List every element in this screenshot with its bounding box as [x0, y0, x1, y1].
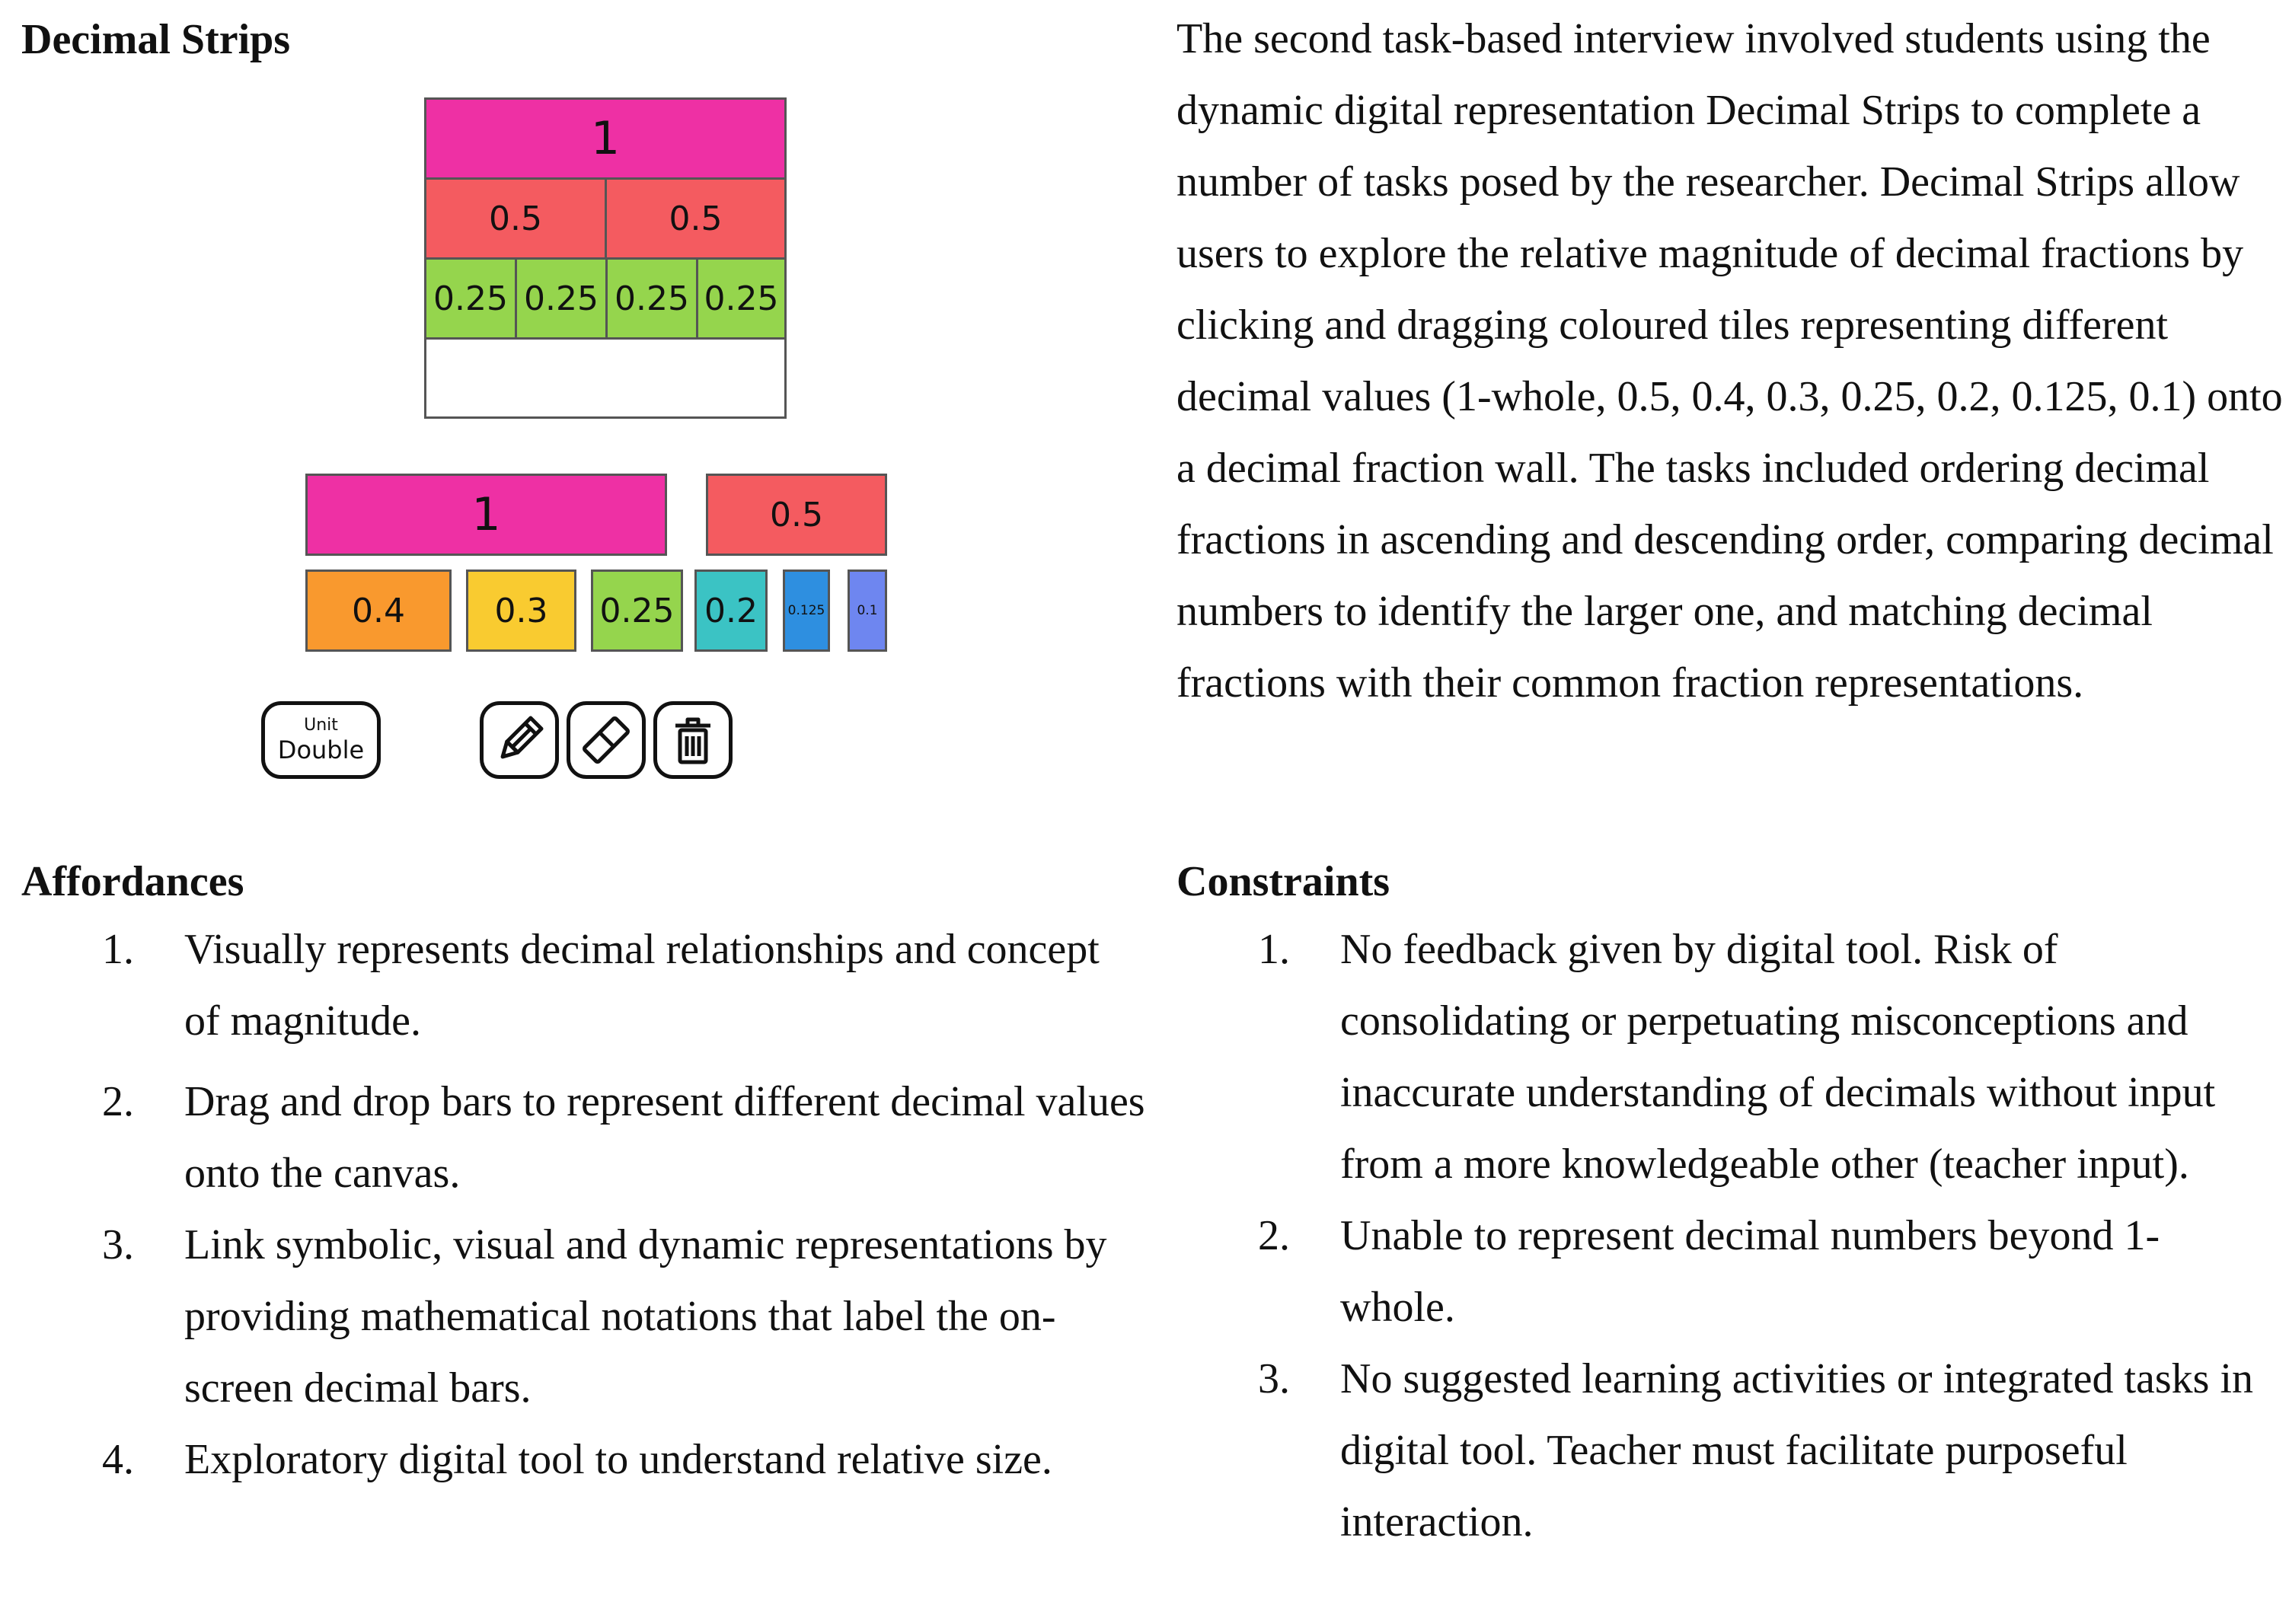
- list-item: 1. Visually represents decimal relationships and concept of magnitude.: [102, 926, 1100, 1045]
- palette-tile-1[interactable]: 1: [305, 474, 667, 556]
- list-item: 4. Exploratory digital tool to understand relative size.: [102, 1436, 1052, 1483]
- constraints-list: [1258, 914, 2263, 1558]
- palette-tile-0.4[interactable]: 0.4: [305, 570, 452, 652]
- affordances-list: [102, 914, 1145, 1495]
- double-label: Double: [277, 735, 365, 764]
- palette-tile-0.1[interactable]: 0.1: [848, 570, 887, 652]
- pencil-icon: [493, 713, 546, 767]
- app-title: Decimal Strips: [21, 16, 291, 63]
- palette-tile-0.25[interactable]: 0.25: [591, 570, 683, 652]
- wall-tile-0.5[interactable]: 0.5: [605, 177, 787, 260]
- wall-tile-0.25[interactable]: 0.25: [515, 257, 608, 340]
- list-item: 2. Drag and drop bars to represent different decimal values onto the canvas.: [102, 1078, 1145, 1197]
- wall-tile-0.25[interactable]: 0.25: [424, 257, 517, 340]
- trash-icon: [666, 713, 720, 767]
- wall-tile-0.25[interactable]: 0.25: [696, 257, 787, 340]
- wall-tile-1[interactable]: 1: [424, 97, 787, 180]
- list-item: 3. Link symbolic, visual and dynamic representations by providing mathematical notations that label the on-screen decimal bars.: [102, 1221, 1107, 1412]
- eraser-icon: [579, 713, 633, 767]
- affordances-heading: Affordances: [21, 858, 244, 905]
- list-item: 2. Unable to represent decimal numbers beyond 1-whole.: [1258, 1212, 2160, 1331]
- list-item: 3. No suggested learning activities or integrated tasks in digital tool. Teacher must facilitate purposeful interaction.: [1258, 1355, 2254, 1546]
- unit-double-button[interactable]: [261, 701, 381, 779]
- constraints-heading: Constraints: [1176, 858, 1390, 905]
- eraser-button[interactable]: [567, 701, 646, 779]
- description-paragraph: The second task-based interview involved students using the dynamic digital representation Decimal Strips to complete a number of tasks posed by the researcher. Decimal Strips allow users to explore the relative magnitude of decimal fractions by clicking and dragging coloured tiles representing different decimal values (1-whole, 0.5, 0.4, 0.3, 0.25, 0.2, 0.125, 0.1) onto a decimal fraction wall. The tasks included ordering decimal fractions in ascending and descending order, comparing decimal numbers to identify the larger one, and matching decimal fractions with their common fraction representations.: [1176, 15, 2283, 707]
- palette-tile-0.125[interactable]: 0.125: [783, 570, 830, 652]
- palette-tile-0.2[interactable]: 0.2: [694, 570, 768, 652]
- list-item: 1. No feedback given by digital tool. Risk of consolidating or perpetuating misconceptions and inaccurate understanding of decimals without input from a more knowledgeable other (teacher input).: [1258, 926, 2216, 1188]
- trash-button[interactable]: [653, 701, 733, 779]
- palette-tile-0.3[interactable]: 0.3: [466, 570, 576, 652]
- unit-label: Unit: [304, 716, 338, 735]
- wall-tile-0.5[interactable]: 0.5: [424, 177, 607, 260]
- pencil-button[interactable]: [480, 701, 559, 779]
- wall-tile-0.25[interactable]: 0.25: [605, 257, 698, 340]
- palette-tile-0.5[interactable]: 0.5: [706, 474, 887, 556]
